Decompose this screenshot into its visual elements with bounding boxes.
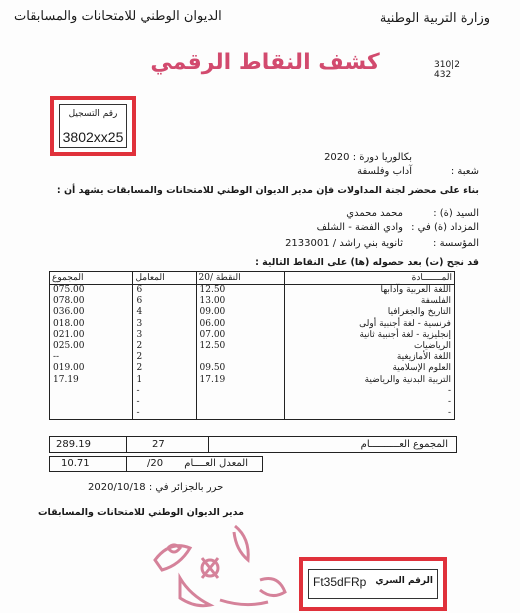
row-total: 17.19 — [50, 375, 133, 386]
row-total: 075.00 — [50, 285, 133, 297]
grand-total-row — [49, 436, 457, 453]
row-coef: 6 — [133, 296, 196, 307]
average-label: المعدل العــــام — [184, 458, 248, 469]
table-row — [50, 363, 455, 374]
row-total: 078.00 — [50, 296, 133, 307]
header-grade: النقطة /20 — [196, 272, 285, 285]
row-grade — [196, 386, 285, 397]
average-denominator: /20 — [147, 458, 164, 469]
row-coef: 1 — [133, 375, 196, 386]
row-subject: التاريخ والجغرافيا — [285, 307, 455, 318]
table-row — [50, 341, 455, 352]
row-subject: الفلسفة — [285, 296, 455, 307]
row-grade — [196, 408, 285, 420]
ministry-name: وزارة التربية الوطنية — [379, 11, 490, 26]
grand-total-label: المجموع العــــــــــام — [360, 439, 448, 450]
row-grade — [196, 397, 285, 408]
average-value: 10.71 — [50, 457, 127, 471]
issue-date: حرر بالجزائر في : 2020/10/18 — [88, 482, 224, 493]
row-total: 025.00 — [50, 341, 133, 352]
row-grade: 07.00 — [196, 330, 285, 341]
header-coef: المعامل — [133, 272, 196, 285]
result-text: قد نجح (ت) بعد حصوله (ها) على النقاط التالية : — [255, 257, 479, 268]
row-total: 019.00 — [50, 363, 133, 374]
table-row — [50, 352, 455, 363]
table-row — [50, 397, 455, 408]
row-subject: الرياضيات — [285, 341, 455, 352]
average-row — [49, 456, 263, 472]
row-grade: 13.00 — [196, 296, 285, 307]
grand-total-coef: 27 — [127, 437, 209, 452]
row-subject: التربية البدنية والرياضية — [285, 375, 455, 386]
signatory-title: مدير الديوان الوطني للامتحانات والمسابقات — [38, 507, 244, 518]
row-total: 021.00 — [50, 330, 133, 341]
table-header-row — [50, 272, 455, 285]
row-subject: اللغة العربية وآدابها — [285, 285, 455, 297]
official-stamp-icon — [150, 520, 290, 613]
row-subject: اللغة الأمازيغية — [285, 352, 455, 363]
birthplace-value: وادي الفضة - الشلف — [316, 222, 403, 233]
row-subject: فرنسية - لغة أجنبية أولى — [285, 319, 455, 330]
row-subject: - — [285, 408, 455, 420]
table-row — [50, 285, 455, 297]
row-grade: 06.00 — [196, 319, 285, 330]
certification-statement: بناء على محضر لجنة المداولات فإن مدير الديوان الوطني للامتحانات والمسابقات يشهد أن : — [56, 185, 479, 196]
secret-code-box — [308, 569, 438, 599]
document-number — [434, 60, 460, 80]
row-total — [50, 408, 133, 420]
branch-label: شعبة : — [450, 166, 479, 177]
table-row — [50, 408, 455, 420]
secret-code-label: الرقم السري — [375, 576, 433, 586]
row-coef: 2 — [133, 341, 196, 352]
row-grade: 09.50 — [196, 363, 285, 374]
row-subject: إنجليزية - لغة أجنبية ثانية — [285, 330, 455, 341]
table-row — [50, 296, 455, 307]
page-title: كشف النقاط الرقمي — [150, 50, 380, 75]
row-grade: 12.50 — [196, 341, 285, 352]
row-total — [50, 386, 133, 397]
registration-highlight — [50, 96, 136, 156]
registration-box — [59, 104, 127, 148]
row-grade: 09.00 — [196, 307, 285, 318]
row-coef: 3 — [133, 330, 196, 341]
row-total: 018.00 — [50, 319, 133, 330]
secret-code-value: Ft35dFRp — [313, 575, 367, 589]
row-coef: 2 — [133, 363, 196, 374]
row-coef: 6 — [133, 285, 196, 297]
birthplace-label: المزداد (ة) في : — [411, 222, 479, 233]
row-coef: - — [133, 408, 196, 420]
school-value: ثانوية بني راشد / 2133001 — [285, 238, 403, 249]
row-subject: - — [285, 386, 455, 397]
row-total: -- — [50, 352, 133, 363]
row-total: 036.00 — [50, 307, 133, 318]
row-coef: 2 — [133, 352, 196, 363]
registration-label: رقم التسجيل — [68, 109, 118, 119]
grand-total-value: 289.19 — [50, 437, 127, 452]
office-name: الديوان الوطني للامتحانات والمسابقات — [14, 9, 222, 24]
row-coef: - — [133, 397, 196, 408]
row-subject: العلوم الإسلامية — [285, 363, 455, 374]
table-row — [50, 375, 455, 386]
document-number-line1: 310|2 — [434, 60, 460, 70]
school-label: المؤسسة : — [433, 238, 479, 249]
header-subject: المـــــــادة — [285, 272, 455, 285]
row-coef: - — [133, 386, 196, 397]
exam-session: بكالوريا دورة : 2020 — [324, 152, 412, 163]
header-total: المجموع — [50, 272, 133, 285]
candidate-name-label: السيد (ة) : — [433, 208, 479, 219]
row-grade — [196, 352, 285, 363]
registration-number: 3802xx25 — [62, 129, 124, 145]
grades-table — [49, 271, 455, 420]
table-row — [50, 319, 455, 330]
row-coef: 4 — [133, 307, 196, 318]
row-coef: 3 — [133, 319, 196, 330]
candidate-name: محمد محمدي — [346, 208, 403, 219]
branch-value: آداب وفلسفة — [357, 166, 412, 177]
row-grade: 17.19 — [196, 375, 285, 386]
table-row — [50, 386, 455, 397]
table-row — [50, 307, 455, 318]
table-row — [50, 330, 455, 341]
row-total — [50, 397, 133, 408]
row-subject: - — [285, 397, 455, 408]
row-grade: 12.50 — [196, 285, 285, 297]
secret-code-highlight — [299, 557, 447, 611]
document-number-line2: 432 — [434, 70, 452, 80]
